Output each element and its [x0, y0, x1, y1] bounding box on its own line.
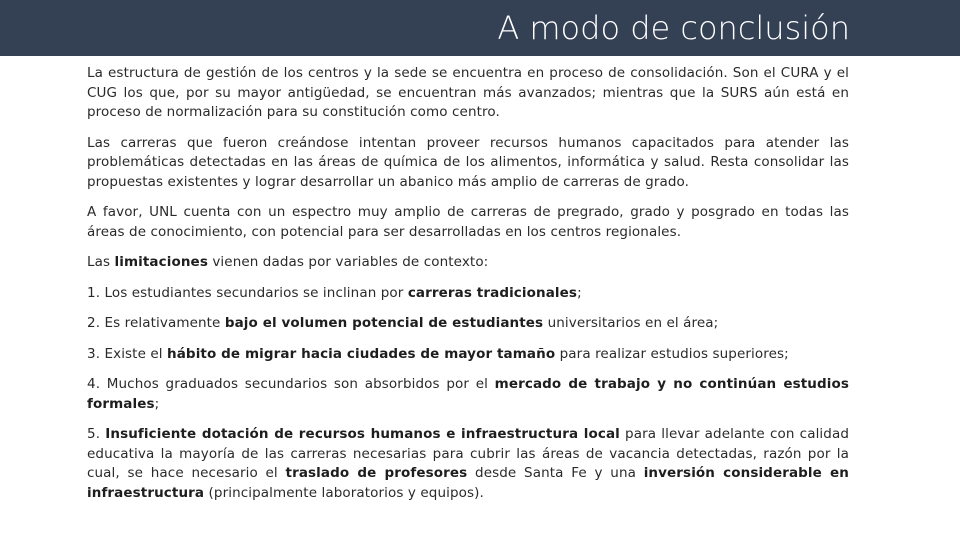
text-run: para llevar adelante con calidad educativa la mayoría de las carreras necesarias para cubrir las áreas de vacancia detectadas, razón por la cual, se hace necesario el	[87, 426, 849, 481]
text-run: (principalmente laboratorios y equipos).	[204, 484, 484, 501]
text-run: Las	[87, 254, 115, 270]
emphasis-text: limitaciones	[114, 254, 208, 270]
emphasis-text: hábito de migrar hacia ciudades de mayor tamaño	[167, 345, 556, 362]
text-run: ;	[577, 284, 582, 301]
limitation-item-4	[87, 375, 849, 414]
emphasis-text: carreras tradicionales	[407, 284, 578, 301]
emphasis-text: bajo el volumen potencial de estudiantes	[224, 315, 544, 331]
text-run: Las carreras que fueron creándose intentan proveer recursos humanos capacitados para atender las problemáticas detectadas en las áreas de química de los alimentos, informática y salud. Resta consolidar las propuestas existentes y lograr desarrollar un abanico más amplio de carreras de grado.	[87, 134, 849, 190]
text-run: 5.	[87, 426, 106, 442]
emphasis-text: inversión considerable en infraestructura	[87, 465, 850, 501]
slide-body	[87, 64, 849, 514]
text-run: para realizar estudios superiores;	[555, 345, 789, 362]
text-run: La estructura de gestión de los centros y la sede se encuentra en proceso de consolidación. Son el CURA y el CUG los que, por su mayor antigüedad, se encuentran más avanzados; mientras que la SURS aún está en proceso de normalización para su constitución como centro.	[87, 65, 849, 120]
limitation-item-5	[87, 425, 849, 503]
text-run: 1. Los estudiantes secundarios se inclinan por	[87, 284, 408, 301]
text-run: 3. Existe el	[87, 345, 168, 362]
paragraph-1	[87, 64, 849, 123]
text-run: ;	[154, 395, 160, 412]
limitation-item-1	[87, 284, 849, 304]
text-run: 4. Muchos graduados secundarios son absorbidos por el	[87, 376, 495, 392]
text-run: universitarios en el área;	[543, 315, 719, 331]
emphasis-text: Insuficiente dotación de recursos humanos e infraestructura local	[105, 426, 620, 442]
text-run: vienen dadas por variables de contexto:	[207, 254, 489, 270]
paragraph-3	[87, 203, 849, 242]
title-bar	[0, 0, 960, 56]
paragraph-limitaciones	[87, 253, 849, 273]
text-run: A favor, UNL cuenta con un espectro muy amplio de carreras de pregrado, grado y posgrado en todas las áreas de conocimiento, con potencial para ser desarrolladas en los centros regionales.	[87, 204, 849, 240]
paragraph-2	[87, 134, 849, 193]
slide-title: A modo de conclusión	[497, 9, 850, 47]
limitation-item-3	[87, 345, 849, 365]
emphasis-text: traslado de profesores	[285, 465, 468, 481]
emphasis-text: mercado de trabajo y no continúan estudios formales	[87, 376, 849, 412]
text-run: desde Santa Fe y una	[467, 465, 644, 481]
limitation-item-2	[87, 314, 849, 334]
text-run: 2. Es relativamente	[87, 315, 225, 331]
